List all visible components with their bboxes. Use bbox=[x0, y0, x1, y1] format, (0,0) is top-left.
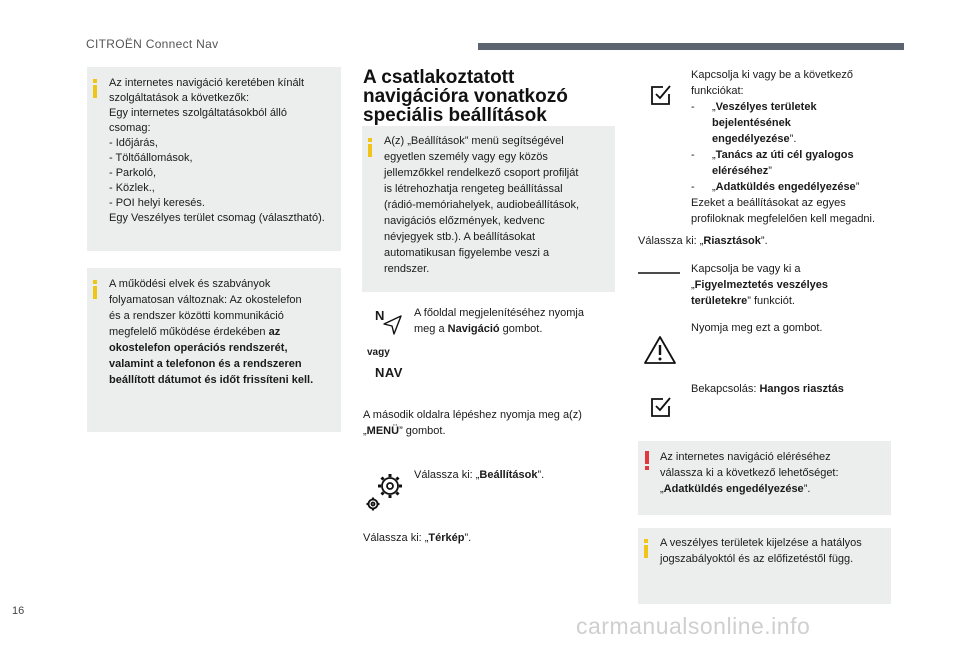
menu-instruction-line: A második oldalra lépéshez nyomja meg a(z) bbox=[363, 409, 582, 421]
hazard-zones-label: engedélyezése bbox=[712, 133, 790, 145]
nav-instruction-line: A főoldal megjelenítéséhez nyomja bbox=[414, 307, 584, 319]
watermark: carmanualsonline.info bbox=[576, 613, 811, 639]
services-line: Egy Veszélyes terület csomag (választható). bbox=[109, 212, 325, 224]
info-box-legal bbox=[638, 528, 891, 604]
standards-bold: az bbox=[268, 326, 281, 338]
services-line: - Töltőállomások, bbox=[109, 152, 193, 164]
hazard-zones-label: bejelentésének bbox=[712, 117, 791, 129]
data-sending-label: Adatküldés engedélyezése bbox=[715, 181, 856, 193]
info-icon bbox=[93, 79, 98, 98]
sound-alert-pre: Bekapcsolás: bbox=[691, 383, 760, 395]
toggle-functions-block bbox=[691, 67, 901, 227]
services-line: - Parkoló, bbox=[109, 167, 157, 179]
list-dash: - bbox=[691, 149, 695, 161]
warning-triangle-icon bbox=[643, 335, 677, 365]
info-box-standards bbox=[87, 268, 341, 432]
settings-label: Beállítások bbox=[479, 469, 538, 481]
profiles-line: automatikusan figyelembe veszi a bbox=[384, 247, 550, 259]
navigation-arrow-icon bbox=[381, 314, 403, 336]
list-item-post: ”. bbox=[789, 133, 797, 145]
alarms-instruction-post: ”. bbox=[760, 235, 768, 247]
nav-instruction-post: gombot. bbox=[499, 323, 543, 335]
nav-icon-letter: N bbox=[375, 308, 385, 323]
hazard-toggle-post: ” funkciót. bbox=[747, 295, 795, 307]
settings-gears-icon bbox=[364, 468, 408, 512]
alarms-instruction-pre: Válassza ki: „ bbox=[638, 235, 704, 247]
list-dash: - bbox=[691, 181, 695, 193]
info-icon bbox=[368, 138, 373, 157]
info-box-services bbox=[87, 67, 341, 251]
nav-instruction-pre: meg a bbox=[414, 323, 448, 335]
nav-button-label: NAV bbox=[375, 365, 403, 380]
list-item-post: ” bbox=[768, 165, 772, 177]
legal-line: jogszabályoktól és az előfizetéstől függ. bbox=[660, 553, 854, 565]
warning-line-post: ”. bbox=[803, 483, 811, 495]
section-title-line: navigációra vonatkozó bbox=[363, 86, 568, 107]
profiles-line: A(z) „Beállítások” menü segítségével bbox=[384, 135, 564, 147]
settings-instruction bbox=[414, 468, 544, 483]
hazard-warning-toggle-instruction bbox=[691, 261, 828, 309]
list-item-post: ” bbox=[855, 181, 860, 193]
walking-advice-label: eléréséhez bbox=[712, 165, 769, 177]
walking-advice-label: Tanács az úti cél gyalogos bbox=[715, 149, 854, 161]
profiles-line: jellemzőkkel rendelkező csoport profilját bbox=[384, 167, 579, 179]
standards-bold-line: valamint a telefonon és a rendszeren bbox=[109, 358, 302, 370]
settings-instruction-pre: Válassza ki: „ bbox=[414, 469, 480, 481]
toggle-functions-line: Kapcsolja ki vagy be a következő bbox=[691, 69, 854, 81]
list-dash: - bbox=[691, 101, 695, 113]
toggle-functions-line: funkciókat: bbox=[691, 85, 744, 97]
header-bar bbox=[478, 43, 904, 50]
warning-line: Az internetes navigáció eléréséhez bbox=[660, 451, 831, 463]
hazard-zones-label: Veszélyes területek bbox=[715, 101, 817, 113]
section-title-line: speciális beállítások bbox=[363, 105, 547, 126]
standards-bold-line: okostelefon operációs rendszerét, bbox=[109, 342, 288, 354]
list-item-pre: „ bbox=[712, 149, 716, 161]
checkbox-icon bbox=[650, 396, 672, 418]
settings-instruction-post: ”. bbox=[537, 469, 545, 481]
data-sending-label: Adatküldés engedélyezése bbox=[663, 483, 804, 495]
map-instruction-post: ”. bbox=[464, 532, 472, 544]
info-icon bbox=[644, 539, 649, 558]
services-line: - Időjárás, bbox=[109, 137, 158, 149]
map-instruction-pre: Válassza ki: „ bbox=[363, 532, 429, 544]
page-number: 16 bbox=[12, 605, 25, 617]
or-label: vagy bbox=[367, 347, 390, 358]
profiles-line: is létrehozhatja rengeteg beállítással bbox=[384, 183, 563, 195]
profiles-line: egyetlen személy vagy egy közös bbox=[384, 151, 548, 163]
services-line: Az internetes navigáció keretében kínált bbox=[109, 77, 305, 89]
navigation-label: Navigáció bbox=[447, 323, 500, 335]
warning-line-pre: „ bbox=[660, 483, 664, 495]
map-instruction bbox=[363, 531, 471, 546]
standards-bold-line: beállított dátumot és időt frissíteni kell. bbox=[109, 374, 314, 386]
toggle-functions-line: Ezeket a beállításokat az egyes bbox=[691, 197, 846, 209]
services-line: Egy internetes szolgáltatásokból álló bbox=[109, 107, 287, 119]
header-title: CITROËN Connect Nav bbox=[86, 37, 219, 51]
map-label: Térkép bbox=[428, 532, 465, 544]
profiles-line: navigációs előzmények, kedvenc bbox=[384, 215, 545, 227]
hazard-warning-label: Figyelmeztetés veszélyes bbox=[694, 279, 828, 291]
standards-line: folyamatosan változnak: Az okostelefon bbox=[109, 294, 302, 306]
services-line: - Közlek., bbox=[109, 182, 155, 194]
info-box-profiles bbox=[362, 126, 615, 292]
info-icon bbox=[93, 280, 98, 299]
list-item-pre: „ bbox=[712, 101, 716, 113]
hazard-toggle-pre: „ bbox=[691, 279, 695, 291]
nav-instruction bbox=[414, 305, 584, 337]
standards-line: A működési elvek és szabványok bbox=[109, 278, 271, 290]
profiles-line: (rádió-memóriahelyek, audiobeállítások, bbox=[384, 199, 580, 211]
list-item-pre: „ bbox=[712, 181, 716, 193]
section-title-line: A csatlakoztatott bbox=[363, 67, 515, 88]
services-line: csomag: bbox=[109, 122, 151, 134]
menu-instruction-pre: „ bbox=[363, 425, 367, 437]
warning-box-internet bbox=[638, 441, 891, 515]
alarms-label: Riasztások bbox=[703, 235, 761, 247]
warning-line: válassza ki a következő lehetőséget: bbox=[660, 467, 839, 479]
section-title bbox=[363, 68, 568, 125]
hazard-toggle-line: Kapcsolja be vagy ki a bbox=[691, 263, 801, 275]
profiles-line: névjegyek stb.). A beállításokat bbox=[384, 231, 536, 243]
toggle-line-icon bbox=[638, 270, 680, 276]
sound-alert-label: Hangos riasztás bbox=[759, 383, 844, 395]
toggle-functions-line: profiloknak megfelelően kell megadni. bbox=[691, 213, 876, 225]
legal-line: A veszélyes területek kijelzése a hatályos bbox=[660, 537, 862, 549]
standards-line: és a rendszer közötti kommunikáció bbox=[109, 310, 284, 322]
warning-exclamation-icon bbox=[645, 451, 649, 470]
sound-alert-instruction bbox=[691, 382, 844, 397]
profiles-line: rendszer. bbox=[384, 263, 430, 275]
hazard-warning-label: területekre bbox=[691, 295, 748, 307]
checkbox-icon bbox=[650, 84, 672, 106]
press-button-instruction: Nyomja meg ezt a gombot. bbox=[691, 322, 823, 334]
menu-instruction bbox=[363, 407, 582, 439]
menu-instruction-post: ” gombot. bbox=[399, 425, 446, 437]
services-line: - POI helyi keresés. bbox=[109, 197, 205, 209]
standards-line: megfelelő működése érdekében bbox=[109, 326, 269, 338]
services-line: szolgáltatások a következők: bbox=[109, 92, 250, 104]
alarms-instruction bbox=[638, 234, 768, 249]
menu-label: MENÜ bbox=[366, 425, 400, 437]
